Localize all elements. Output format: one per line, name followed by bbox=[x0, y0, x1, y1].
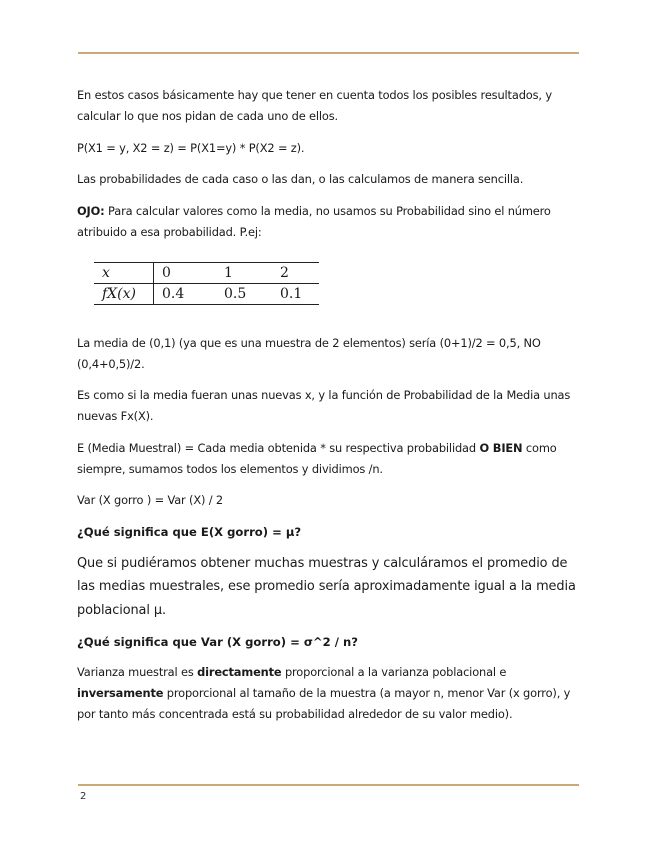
paragraph-variance: Var (X gorro ) = Var (X) / 2 bbox=[77, 493, 224, 507]
probability-table bbox=[94, 262, 319, 305]
page-number: 2 bbox=[80, 791, 87, 802]
paragraph-media: La media de (0,1) (ya que es una muestra de 2 elementos) sería (0+1)/2 = 0,5, NO (0,4+0,5)/2. bbox=[77, 335, 541, 371]
table-cell: 0.4 bbox=[154, 283, 217, 304]
paragraph-como: Es como si la media fueran unas nuevas x, y la función de Probabilidad de la Media unas nuevas Fx(X). bbox=[77, 388, 571, 423]
expectation-text-2: como siempre, sumamos todos los elementos y dividimos /n. bbox=[77, 440, 557, 476]
answer-variance-text-2: proporcional a la varianza poblacional e bbox=[281, 665, 507, 679]
table-cell: fX(x) bbox=[94, 283, 154, 304]
answer-variance-text-3: proporcional al tamaño de la muestra (a mayor n, menor Var (x gorro), y por tanto más concentrada está su probabilidad alrededor de su valor medio). bbox=[77, 686, 571, 721]
question-variance: ¿Qué significa que Var (X gorro) = σ^2 / n? bbox=[77, 635, 358, 649]
header-rule bbox=[78, 52, 579, 54]
answer-variance-bold-1: directamente bbox=[197, 665, 282, 679]
table-row bbox=[94, 262, 319, 283]
table-cell: 0.5 bbox=[216, 283, 272, 304]
paragraph-ojo bbox=[77, 201, 582, 243]
table-cell: 0 bbox=[154, 262, 217, 283]
answer-variance bbox=[77, 662, 582, 725]
paragraph-expectation bbox=[77, 438, 582, 480]
answer-variance-bold-2: inversamente bbox=[77, 686, 164, 700]
paragraph-formula: P(X1 = y, X2 = z) = P(X1=y) * P(X2 = z). bbox=[77, 140, 305, 155]
footer-rule bbox=[78, 784, 579, 786]
table-cell: 2 bbox=[272, 262, 319, 283]
probability-table-wrapper bbox=[94, 262, 582, 305]
table-cell: 0.1 bbox=[272, 283, 319, 304]
expectation-bold: O BIEN bbox=[479, 440, 523, 455]
table-cell: 1 bbox=[216, 262, 272, 283]
answer-variance-text-1: Varianza muestral es bbox=[77, 665, 198, 679]
ojo-text: Para calcular valores como la media, no usamos su Probabilidad sino el número atribuido a esa probabilidad. P.ej: bbox=[77, 203, 551, 239]
page-content bbox=[77, 85, 582, 736]
question-expectation: ¿Qué significa que E(X gorro) = μ? bbox=[77, 524, 302, 539]
ojo-label: OJO: bbox=[77, 203, 105, 218]
table-row bbox=[94, 283, 319, 304]
paragraph-probabilities: Las probabilidades de cada caso o las dan, o las calculamos de manera sencilla. bbox=[77, 172, 524, 186]
paragraph-intro: En estos casos básicamente hay que tener en cuenta todos los posibles resultados, y calcular lo que nos pidan de cada uno de ellos. bbox=[77, 88, 552, 123]
expectation-text-1: E (Media Muestral) = Cada media obtenida * su respectiva probabilidad bbox=[77, 440, 480, 455]
answer-expectation: Que si pudiéramos obtener muchas muestras y calculáramos el promedio de las medias muestrales, ese promedio sería aproximadamente igual a la media poblacional μ. bbox=[77, 555, 576, 618]
table-cell: x bbox=[94, 262, 154, 283]
